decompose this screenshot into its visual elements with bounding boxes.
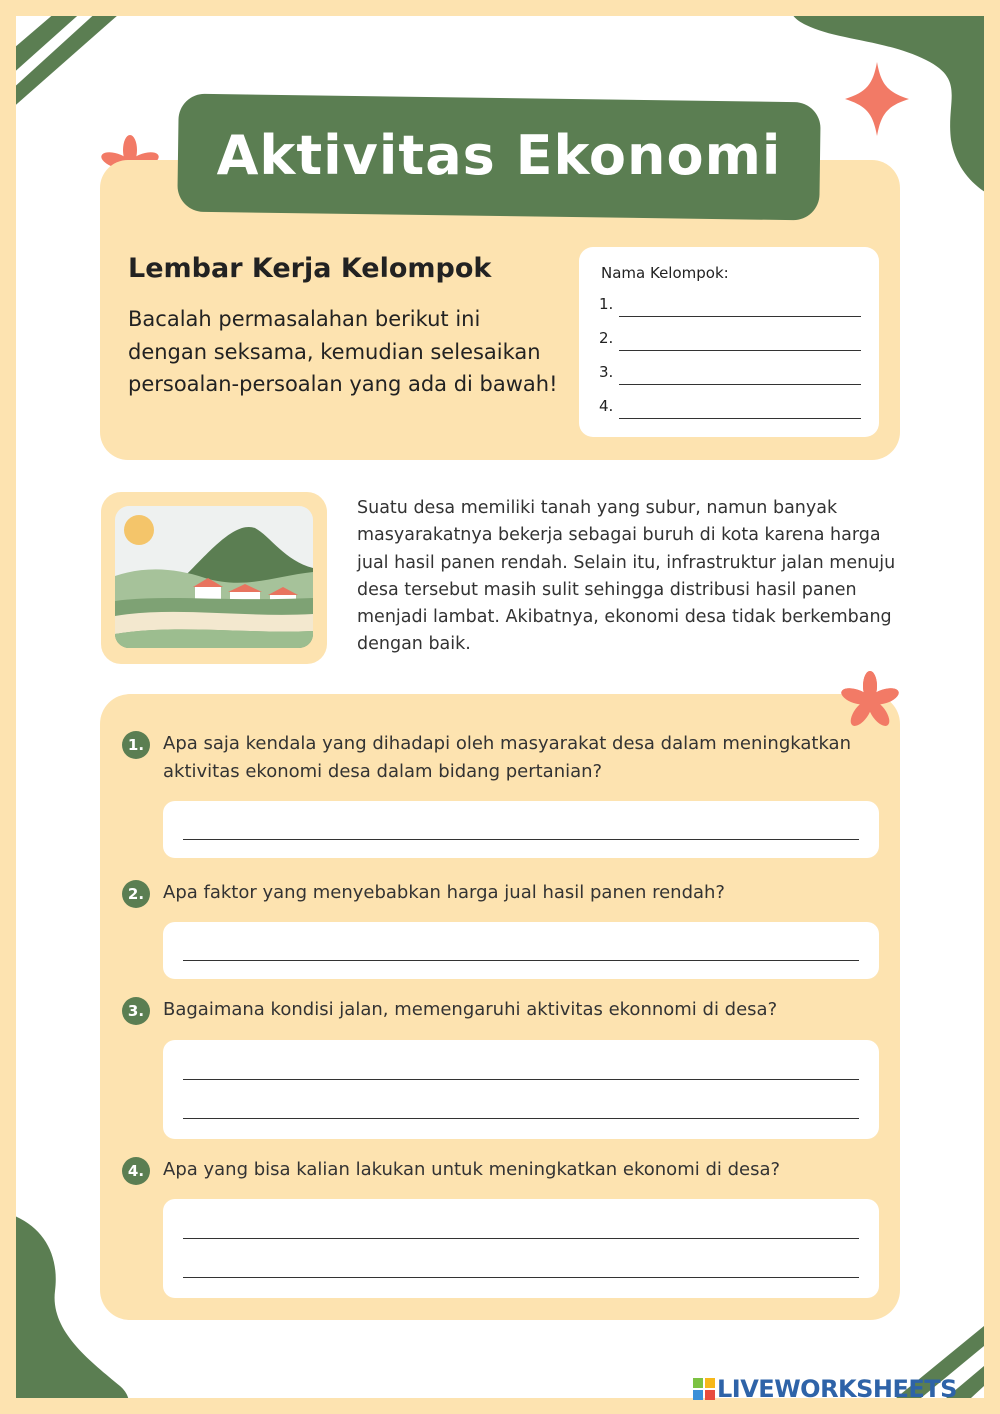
member-name-field[interactable] [619,316,861,317]
worksheet-subtitle: Lembar Kerja Kelompok [128,253,492,284]
village-landscape-illustration [115,506,313,648]
group-member-row [599,397,861,419]
page-title: Aktivitas Ekonomi [216,124,782,187]
question-number-badge: 1. [122,731,150,759]
member-number: 1. [599,295,614,313]
member-name-field[interactable] [619,418,861,419]
member-number: 4. [599,397,614,415]
answer-line [183,1238,859,1239]
member-number: 2. [599,329,614,347]
group-member-row [599,329,861,351]
flower-decoration-questions [840,670,900,732]
answer-line [183,1118,859,1119]
member-name-field[interactable] [619,350,861,351]
group-names-label: Nama Kelompok: [601,264,729,282]
question-number-badge: 2. [122,880,150,908]
village-illustration-frame [101,492,327,664]
group-member-row [599,363,861,385]
answer-line [183,839,859,840]
answer-box[interactable] [163,922,879,979]
question-text: Apa saja kendala yang dihadapi oleh masyarakat desa dalam meningkatkan aktivitas ekonomi desa dalam bidang pertanian? [163,733,851,782]
answer-box[interactable] [163,1199,879,1298]
question-text: Bagaimana kondisi jalan, memengaruhi aktivitas ekonnomi di desa? [163,999,778,1020]
group-names-box [579,247,879,437]
story-paragraph: Suatu desa memiliki tanah yang subur, namun banyak masyarakatnya bekerja sebagai buruh di kota karena harga jual hasil panen rendah. Selain itu, infrastruktur jalan menuju desa tersebut masih sulit sehingga distribusi hasil panen menjadi lambat. Akibatnya, ekonomi desa tidak berkembang dengan baik. [357,498,896,655]
answer-box[interactable] [163,801,879,858]
answer-line [183,1079,859,1080]
liveworksheets-logo-icon [693,1378,715,1400]
question-text: Apa yang bisa kalian lakukan untuk meningkatkan ekonomi di desa? [163,1159,781,1180]
instruction-text: Bacalah permasalahan berikut ini dengan seksama, kemudian selesaikan persoalan-persoalan yang ada di bawah! [128,307,558,396]
question-number-badge: 4. [122,1157,150,1185]
brush-strokes-top-left [16,16,150,110]
member-name-field[interactable] [619,384,861,385]
group-member-row [599,295,861,317]
liveworksheets-brand-text: LIVEWORKSHEETS [717,1375,957,1403]
answer-box[interactable] [163,1040,879,1139]
question-number-badge: 3. [122,997,150,1025]
star-decoration-top-right [845,62,909,136]
answer-line [183,960,859,961]
member-number: 3. [599,363,614,381]
question-text: Apa faktor yang menyebabkan harga jual hasil panen rendah? [163,882,725,903]
answer-line [183,1277,859,1278]
